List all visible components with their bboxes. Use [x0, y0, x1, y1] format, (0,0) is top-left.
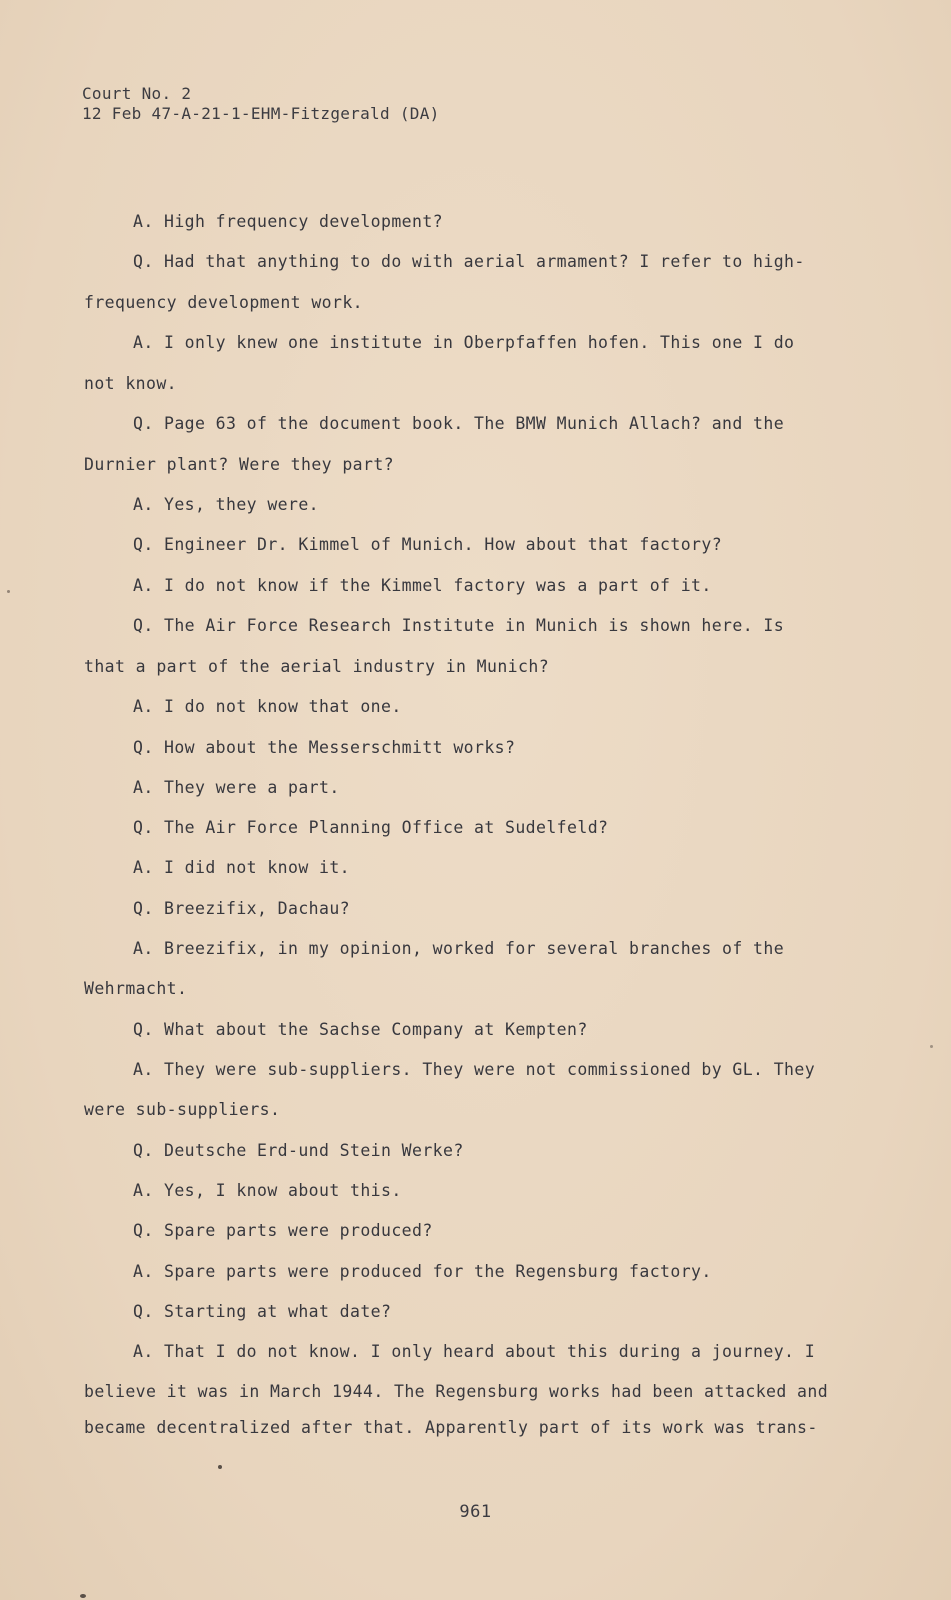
transcript-line: became decentralized after that. Apparently part of its work was trans- — [84, 1418, 818, 1437]
ink-speck — [218, 1465, 222, 1469]
transcript-line: were sub-suppliers. — [84, 1100, 281, 1119]
transcript-line: A. Breezifix, in my opinion, worked for several branches of the — [133, 939, 785, 958]
transcript-line: A. Yes, I know about this. — [133, 1181, 402, 1200]
transcript-line: not know. — [84, 374, 178, 393]
transcript-line: Q. Deutsche Erd-und Stein Werke? — [133, 1141, 464, 1160]
transcript-line: Q. Starting at what date? — [133, 1302, 392, 1321]
transcript-line: A. They were sub-suppliers. They were not commissioned by GL. They — [133, 1060, 816, 1079]
ink-speck — [7, 590, 10, 593]
transcript-line: A. Yes, they were. — [133, 495, 320, 514]
transcript-line: A. That I do not know. I only heard about this during a journey. I — [133, 1342, 816, 1361]
transcript-line: Q. Engineer Dr. Kimmel of Munich. How about that factory? — [133, 535, 723, 554]
transcript-line: that a part of the aerial industry in Munich? — [84, 657, 550, 676]
transcript-line: Q. Page 63 of the document book. The BMW Munich Allach? and the — [133, 414, 785, 433]
document-header — [82, 84, 440, 124]
ink-speck — [80, 1594, 86, 1598]
transcript-line: Durnier plant? Were they part? — [84, 455, 395, 474]
transcript-line: A. Spare parts were produced for the Regensburg factory. — [133, 1262, 712, 1281]
transcript-line: Q. How about the Messerschmitt works? — [133, 738, 516, 757]
transcript-line: Q. The Air Force Research Institute in Munich is shown here. Is — [133, 616, 785, 635]
transcript-line: A. I only knew one institute in Oberpfaffen hofen. This one I do — [133, 333, 795, 352]
transcript-line: Q. The Air Force Planning Office at Sudelfeld? — [133, 818, 609, 837]
ink-speck — [930, 1045, 933, 1048]
transcript-line: A. High frequency development? — [133, 212, 444, 231]
court-number: Court No. 2 — [82, 84, 192, 103]
transcript-line: believe it was in March 1944. The Regensburg works had been attacked and — [84, 1382, 829, 1401]
transcript-line: A. I do not know that one. — [133, 697, 402, 716]
transcript-line: A. They were a part. — [133, 778, 340, 797]
transcript-line: Q. Breezifix, Dachau? — [133, 899, 351, 918]
transcript-line: Wehrmacht. — [84, 979, 188, 998]
document-reference: 12 Feb 47-A-21-1-EHM-Fitzgerald (DA) — [82, 104, 440, 123]
transcript-line: A. I do not know if the Kimmel factory was a part of it. — [133, 576, 712, 595]
transcript-line: Q. What about the Sachse Company at Kempten? — [133, 1020, 588, 1039]
transcript-line: Q. Had that anything to do with aerial armament? I refer to high- — [133, 252, 805, 271]
transcript-line: Q. Spare parts were produced? — [133, 1221, 433, 1240]
page-number: 961 — [459, 1502, 492, 1522]
transcript-line: frequency development work. — [84, 293, 364, 312]
transcript-line: A. I did not know it. — [133, 858, 351, 877]
